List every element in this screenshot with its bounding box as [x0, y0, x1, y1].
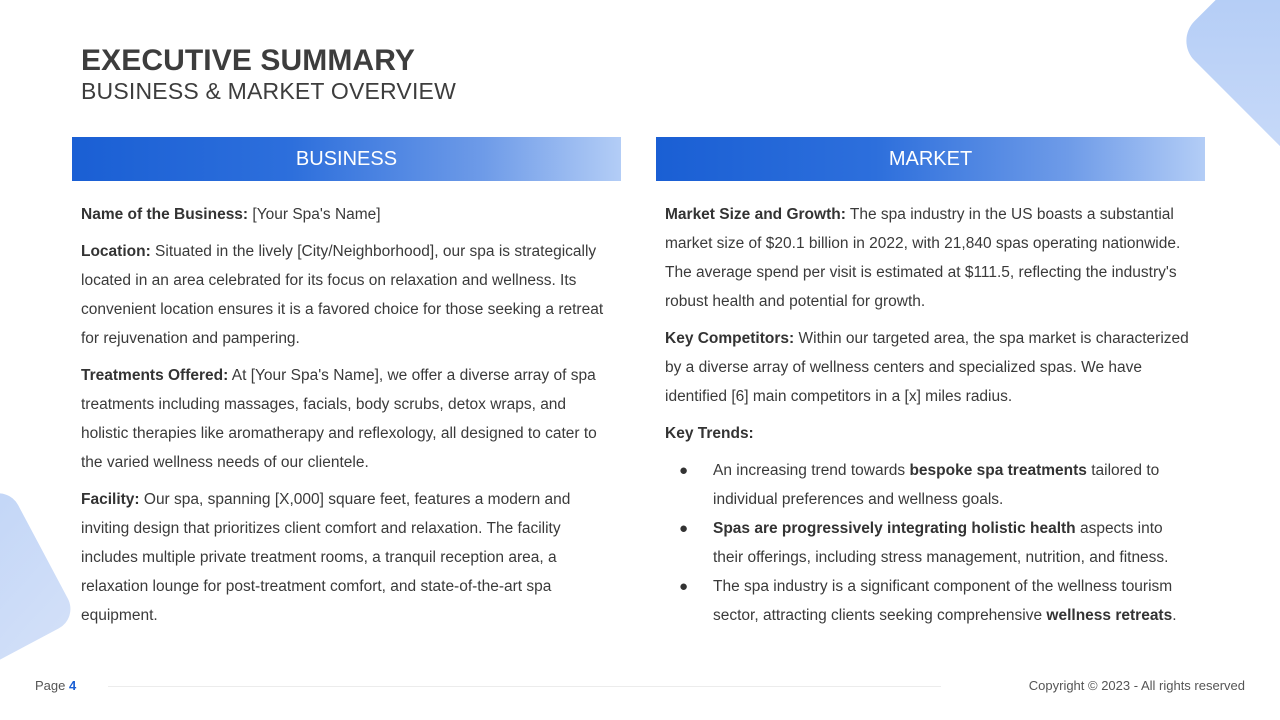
trend-text-post: aspects into their offerings, including stress management, nutrition, and fitness.: [713, 520, 1169, 566]
treatments-text: At [Your Spa's Name], we offer a diverse array of spa treatments including massages, facials, body scrubs, detox wraps, and holistic therapies like aromatherapy and reflexology, all designed to cater to the varied wellness needs of our clientele.: [81, 367, 597, 471]
trends-list: [665, 456, 1196, 630]
decorative-shape-bottom-left: [0, 486, 78, 675]
page-header: [81, 44, 456, 104]
trends-label: Key Trends:: [665, 425, 754, 442]
market-body: [656, 181, 1205, 630]
trend-text-pre: An increasing trend towards: [713, 462, 910, 479]
market-heading: MARKET: [656, 137, 1205, 181]
market-size-text: The spa industry in the US boasts a substantial market size of $20.1 billion in 2022, with 21,840 spas operating nationwide. The average spend per visit is estimated at $111.5, reflecting the industry's robust health and potential for growth.: [665, 206, 1181, 310]
trend-text-post: tailored to individual preferences and wellness goals.: [713, 462, 1160, 508]
market-column: [656, 137, 1205, 630]
trend-text-bold: bespoke spa treatments: [909, 462, 1087, 479]
page-number: 4: [68, 678, 77, 693]
facility-paragraph: [81, 485, 612, 630]
competitors-text: Within our targeted area, the spa market is characterized by a diverse array of wellness centers and specialized spas. We have identified [6] main competitors in a [x] miles radius.: [665, 330, 1189, 405]
market-size-paragraph: [665, 200, 1196, 316]
location-text: Situated in the lively [City/Neighborhood], our spa is strategically located in an area celebrated for its focus on relaxation and wellness. Its convenient location ensures it is a favored choice for those seeking a retreat for rejuvenation and pampering.: [81, 243, 604, 347]
business-name-text: [Your Spa's Name]: [248, 206, 381, 223]
business-column: [72, 137, 621, 638]
facility-text: Our spa, spanning [X,000] square feet, features a modern and inviting design that prioritizes client comfort and relaxation. The facility includes multiple private treatment rooms, a tranquil reception area, a relaxation lounge for post-treatment comfort, and state-of-the-art spa equipment.: [81, 491, 571, 624]
competitors-label: Key Competitors:: [665, 330, 795, 347]
market-size-label: Market Size and Growth:: [665, 206, 846, 223]
trend-text-bold: Spas are progressively integrating holistic health: [713, 520, 1076, 537]
bullet-icon: ●: [679, 578, 689, 595]
trend-text-pre: The spa industry is a significant component of the wellness tourism sector, attracting clients seeking comprehensive: [713, 578, 1173, 624]
business-name-label: Name of the Business:: [81, 206, 249, 223]
page-subtitle: BUSINESS & MARKET OVERVIEW: [81, 78, 456, 104]
list-item: [679, 514, 1196, 572]
business-body: [72, 181, 621, 630]
page-label: Page: [35, 678, 69, 693]
trend-text-bold: wellness retreats: [1046, 607, 1173, 624]
location-label: Location:: [81, 243, 151, 260]
competitors-paragraph: [665, 324, 1196, 411]
page-title: EXECUTIVE SUMMARY: [81, 44, 415, 77]
treatments-label: Treatments Offered:: [81, 367, 229, 384]
business-name-paragraph: [81, 200, 612, 229]
list-item: [679, 572, 1196, 630]
page-indicator: [35, 678, 76, 693]
facility-label: Facility:: [81, 491, 140, 508]
bullet-icon: ●: [679, 462, 689, 479]
copyright-text: Copyright © 2023 - All rights reserved: [1028, 678, 1245, 693]
treatments-paragraph: [81, 361, 612, 477]
bullet-icon: ●: [679, 520, 689, 537]
trends-heading-paragraph: [665, 419, 1196, 448]
footer-divider: [108, 686, 941, 687]
trend-text-post: .: [1172, 607, 1177, 624]
list-item: [679, 456, 1196, 514]
location-paragraph: [81, 237, 612, 353]
business-heading: BUSINESS: [72, 137, 621, 181]
